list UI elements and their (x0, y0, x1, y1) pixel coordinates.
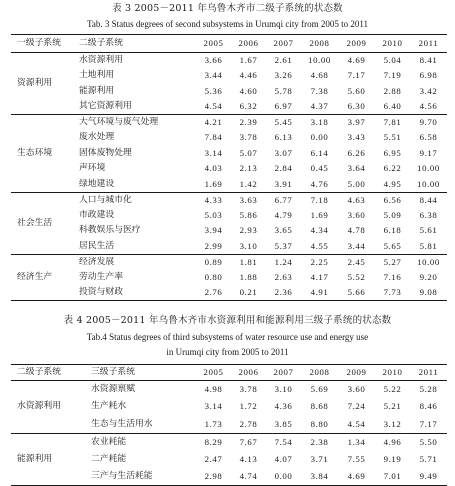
subsystem-label: 水资源禀赋 (91, 384, 135, 395)
table3-header-year: 2006 (238, 38, 259, 49)
group-label: 能源利用 (11, 433, 91, 486)
value-cell: 3.71 (310, 453, 329, 464)
value-cell: 7.73 (383, 287, 402, 298)
table4-header-year: 2006 (238, 367, 259, 378)
value-cell: 3.14 (204, 401, 223, 412)
table4-header-year: 2011 (418, 367, 439, 378)
value-cell: 2.36 (274, 287, 293, 298)
value-cell: 10.00 (417, 256, 440, 267)
value-cell: 4.13 (239, 453, 258, 464)
table4-header-year: 2005 (203, 367, 224, 378)
value-cell: 1.69 (204, 178, 223, 189)
value-cell: 3.84 (310, 471, 329, 482)
value-cell: 9.49 (419, 471, 438, 482)
value-cell: 2.84 (274, 163, 293, 174)
subsystem-label: 土地利用 (79, 70, 115, 81)
value-cell: 5.45 (274, 117, 293, 128)
value-cell: 1.88 (239, 271, 258, 282)
subsystem-label: 投资与财政 (79, 287, 123, 298)
value-cell: 4.54 (204, 101, 223, 112)
value-cell: 4.54 (347, 418, 366, 429)
value-cell: 2.99 (204, 240, 223, 251)
value-cell: 1.42 (239, 178, 258, 189)
subsystem-label: 其它资源利用 (79, 101, 132, 112)
value-cell: 4.37 (310, 101, 329, 112)
table3-header-year: 2011 (418, 38, 439, 49)
value-cell: 7.67 (239, 436, 258, 447)
value-cell: 4.78 (347, 225, 366, 236)
value-cell: 4.96 (383, 436, 402, 447)
table4-header-year: 2008 (309, 367, 330, 378)
value-cell: 9.70 (419, 117, 438, 128)
group-label: 生态环境 (11, 115, 79, 193)
value-cell: 2.38 (310, 436, 329, 447)
value-cell: 0.00 (274, 471, 293, 482)
value-cell: 6.98 (419, 70, 438, 81)
value-cell: 5.81 (419, 240, 438, 251)
subsystem-label: 能源利用 (79, 85, 115, 96)
value-cell: 5.61 (419, 225, 438, 236)
value-cell: 2.88 (383, 85, 402, 96)
value-cell: 3.10 (274, 384, 293, 395)
value-cell: 8.29 (204, 436, 223, 447)
value-cell: 7.55 (347, 453, 366, 464)
subsystem-label: 生态与生活用水 (91, 418, 153, 429)
subsystem-label: 市政建设 (79, 209, 115, 220)
value-cell: 5.07 (239, 147, 258, 158)
value-cell: 7.84 (204, 132, 223, 143)
value-cell: 10.00 (417, 163, 440, 174)
value-cell: 1.34 (347, 436, 366, 447)
value-cell: 4.63 (347, 194, 366, 205)
value-cell: 2.13 (239, 163, 258, 174)
table-row (11, 192, 447, 208)
subsystem-label: 声环境 (79, 163, 106, 174)
value-cell: 1.72 (239, 401, 258, 412)
value-cell: 5.09 (383, 209, 402, 220)
table3-header-year: 2008 (309, 38, 330, 49)
value-cell: 3.10 (239, 240, 258, 251)
subsystem-label: 劳动生产率 (79, 271, 123, 282)
table3-header-year: 2007 (273, 38, 294, 49)
value-cell: 4.21 (204, 117, 223, 128)
subsystem-label: 三产与生活耗能 (91, 471, 153, 482)
value-cell: 1.69 (310, 209, 329, 220)
value-cell: 4.68 (310, 70, 329, 81)
value-cell: 3.60 (347, 384, 366, 395)
value-cell: 4.46 (239, 70, 258, 81)
value-cell: 2.39 (239, 117, 258, 128)
value-cell: 7.18 (310, 194, 329, 205)
value-cell: 6.32 (239, 101, 258, 112)
value-cell: 4.91 (310, 287, 329, 298)
table4-caption-cn: 表 4 2005－2011 年乌鲁木齐市水资源利用和能源利用三级子系统的状态数 (63, 315, 392, 326)
table-row (11, 53, 447, 69)
value-cell: 8.44 (419, 194, 438, 205)
value-cell: 5.78 (274, 85, 293, 96)
value-cell: 3.91 (274, 178, 293, 189)
group-label: 社会生活 (11, 192, 79, 254)
value-cell: 2.25 (310, 256, 329, 267)
table4-header-year: 2007 (273, 367, 294, 378)
value-cell: 2.61 (274, 55, 293, 66)
value-cell: 5.50 (419, 436, 438, 447)
table3 (11, 34, 447, 301)
value-cell: 8.46 (419, 401, 438, 412)
table4-caption-en-line2: in Urumqi city from 2005 to 2011 (166, 347, 289, 357)
value-cell: 3.42 (419, 85, 438, 96)
subsystem-label: 二产耗能 (91, 453, 127, 464)
table4-header-year: 2009 (346, 367, 367, 378)
table4-header-col1: 二级子系统 (17, 367, 61, 378)
value-cell: 4.60 (239, 85, 258, 96)
value-cell: 3.60 (347, 209, 366, 220)
subsystem-label: 人口与城市化 (79, 194, 132, 205)
value-cell: 5.65 (383, 240, 402, 251)
value-cell: 4.95 (383, 178, 402, 189)
value-cell: 7.24 (347, 401, 366, 412)
value-cell: 1.67 (239, 55, 258, 66)
value-cell: 3.85 (274, 418, 293, 429)
value-cell: 5.51 (383, 132, 402, 143)
value-cell: 4.69 (347, 471, 366, 482)
subsystem-label: 生产耗水 (91, 401, 127, 412)
value-cell: 5.21 (383, 401, 402, 412)
value-cell: 3.26 (274, 70, 293, 81)
value-cell: 3.65 (274, 225, 293, 236)
value-cell: 3.78 (239, 132, 258, 143)
group-label: 经济生产 (11, 254, 79, 301)
value-cell: 3.63 (239, 194, 258, 205)
value-cell: 6.40 (383, 101, 402, 112)
value-cell: 5.22 (383, 384, 402, 395)
subsystem-label: 绿地建设 (79, 178, 115, 189)
table-row (11, 254, 447, 270)
value-cell: 9.08 (419, 287, 438, 298)
value-cell: 6.30 (347, 101, 366, 112)
value-cell: 2.93 (239, 225, 258, 236)
value-cell: 7.19 (383, 70, 402, 81)
value-cell: 4.33 (204, 194, 223, 205)
subsystem-label: 废水处理 (79, 132, 115, 143)
value-cell: 6.26 (347, 147, 366, 158)
value-cell: 4.34 (310, 225, 329, 236)
value-cell: 4.98 (204, 384, 223, 395)
table-row (11, 115, 447, 131)
value-cell: 2.47 (204, 453, 223, 464)
value-cell: 6.22 (383, 163, 402, 174)
value-cell: 3.78 (239, 384, 258, 395)
table3-header-year: 2005 (203, 38, 224, 49)
value-cell: 5.03 (204, 209, 223, 220)
value-cell: 3.44 (204, 70, 223, 81)
table3-caption-en: Tab. 3 Status degrees of second subsystems in Urumqi city from 2005 to 2011 (87, 19, 368, 29)
value-cell: 3.94 (204, 225, 223, 236)
value-cell: 4.79 (274, 209, 293, 220)
value-cell: 0.21 (239, 287, 258, 298)
value-cell: 4.03 (204, 163, 223, 174)
value-cell: 3.18 (310, 117, 329, 128)
value-cell: 1.24 (274, 256, 293, 267)
value-cell: 10.00 (308, 55, 331, 66)
value-cell: 8.68 (310, 401, 329, 412)
value-cell: 9.17 (419, 147, 438, 158)
value-cell: 3.66 (204, 55, 223, 66)
value-cell: 6.13 (274, 132, 293, 143)
value-cell: 0.89 (204, 256, 223, 267)
value-cell: 6.56 (383, 194, 402, 205)
value-cell: 3.07 (274, 147, 293, 158)
value-cell: 6.95 (383, 147, 402, 158)
subsystem-label: 经济发展 (79, 256, 115, 267)
table-row (11, 381, 447, 399)
value-cell: 0.45 (310, 163, 329, 174)
value-cell: 6.77 (274, 194, 293, 205)
value-cell: 4.69 (347, 55, 366, 66)
table3-header-year: 2009 (346, 38, 367, 49)
value-cell: 9.19 (383, 453, 402, 464)
value-cell: 3.44 (347, 240, 366, 251)
value-cell: 5.28 (419, 384, 438, 395)
value-cell: 1.81 (239, 256, 258, 267)
value-cell: 2.45 (347, 256, 366, 267)
value-cell: 8.80 (310, 418, 329, 429)
value-cell: 5.86 (239, 209, 258, 220)
value-cell: 5.71 (419, 453, 438, 464)
value-cell: 7.17 (347, 70, 366, 81)
group-label: 资源利用 (11, 53, 79, 115)
table3-header-year: 2010 (382, 38, 403, 49)
table-row (11, 433, 447, 451)
value-cell: 5.00 (347, 178, 366, 189)
value-cell: 5.04 (383, 55, 402, 66)
table4 (11, 364, 447, 486)
table4-header-year: 2010 (382, 367, 403, 378)
value-cell: 0.80 (204, 271, 223, 282)
value-cell: 1.73 (204, 418, 223, 429)
value-cell: 6.14 (310, 147, 329, 158)
value-cell: 5.69 (310, 384, 329, 395)
subsystem-label: 水资源利用 (79, 55, 123, 66)
subsystem-label: 农业耗能 (91, 436, 127, 447)
value-cell: 3.97 (347, 117, 366, 128)
value-cell: 4.07 (274, 453, 293, 464)
value-cell: 3.12 (383, 418, 402, 429)
value-cell: 4.55 (310, 240, 329, 251)
value-cell: 4.17 (310, 271, 329, 282)
table3-header-row (11, 35, 447, 53)
table4-header-col2: 三级子系统 (91, 367, 135, 378)
table4-header-row (11, 365, 447, 381)
value-cell: 6.97 (274, 101, 293, 112)
subsystem-label: 大气环境与废气处理 (79, 117, 159, 128)
value-cell: 7.17 (419, 418, 438, 429)
value-cell: 5.36 (204, 85, 223, 96)
value-cell: 3.64 (347, 163, 366, 174)
subsystem-label: 居民生活 (79, 240, 115, 251)
value-cell: 3.14 (204, 147, 223, 158)
table3-header-col1: 一级子系统 (17, 38, 61, 49)
value-cell: 5.60 (347, 85, 366, 96)
value-cell: 8.41 (419, 55, 438, 66)
value-cell: 2.63 (274, 271, 293, 282)
value-cell: 6.58 (419, 132, 438, 143)
subsystem-label: 固体废物处理 (79, 147, 132, 158)
value-cell: 2.98 (204, 471, 223, 482)
value-cell: 9.20 (419, 271, 438, 282)
value-cell: 5.52 (347, 271, 366, 282)
value-cell: 7.01 (383, 471, 402, 482)
value-cell: 6.18 (383, 225, 402, 236)
group-label: 水资源利用 (11, 381, 91, 434)
value-cell: 0.00 (310, 132, 329, 143)
value-cell: 2.76 (204, 287, 223, 298)
value-cell: 5.66 (347, 287, 366, 298)
value-cell: 4.56 (419, 101, 438, 112)
table4-caption-en-line1: Tab.4 Status degrees of third subsystems of water resource use and energy use (86, 332, 369, 342)
table3-caption-cn: 表 3 2005－2011 年乌鲁木齐市二级子系统的状态数 (112, 3, 343, 14)
value-cell: 5.37 (274, 240, 293, 251)
value-cell: 10.00 (417, 178, 440, 189)
value-cell: 2.78 (239, 418, 258, 429)
value-cell: 7.54 (274, 436, 293, 447)
value-cell: 5.27 (383, 256, 402, 267)
table3-header-col2: 二级子系统 (79, 38, 123, 49)
value-cell: 6.38 (419, 209, 438, 220)
subsystem-label: 科教娱乐与医疗 (79, 225, 141, 236)
value-cell: 4.76 (310, 178, 329, 189)
value-cell: 4.74 (239, 471, 258, 482)
value-cell: 7.16 (383, 271, 402, 282)
value-cell: 4.36 (274, 401, 293, 412)
value-cell: 7.81 (383, 117, 402, 128)
value-cell: 3.43 (347, 132, 366, 143)
value-cell: 7.38 (310, 85, 329, 96)
